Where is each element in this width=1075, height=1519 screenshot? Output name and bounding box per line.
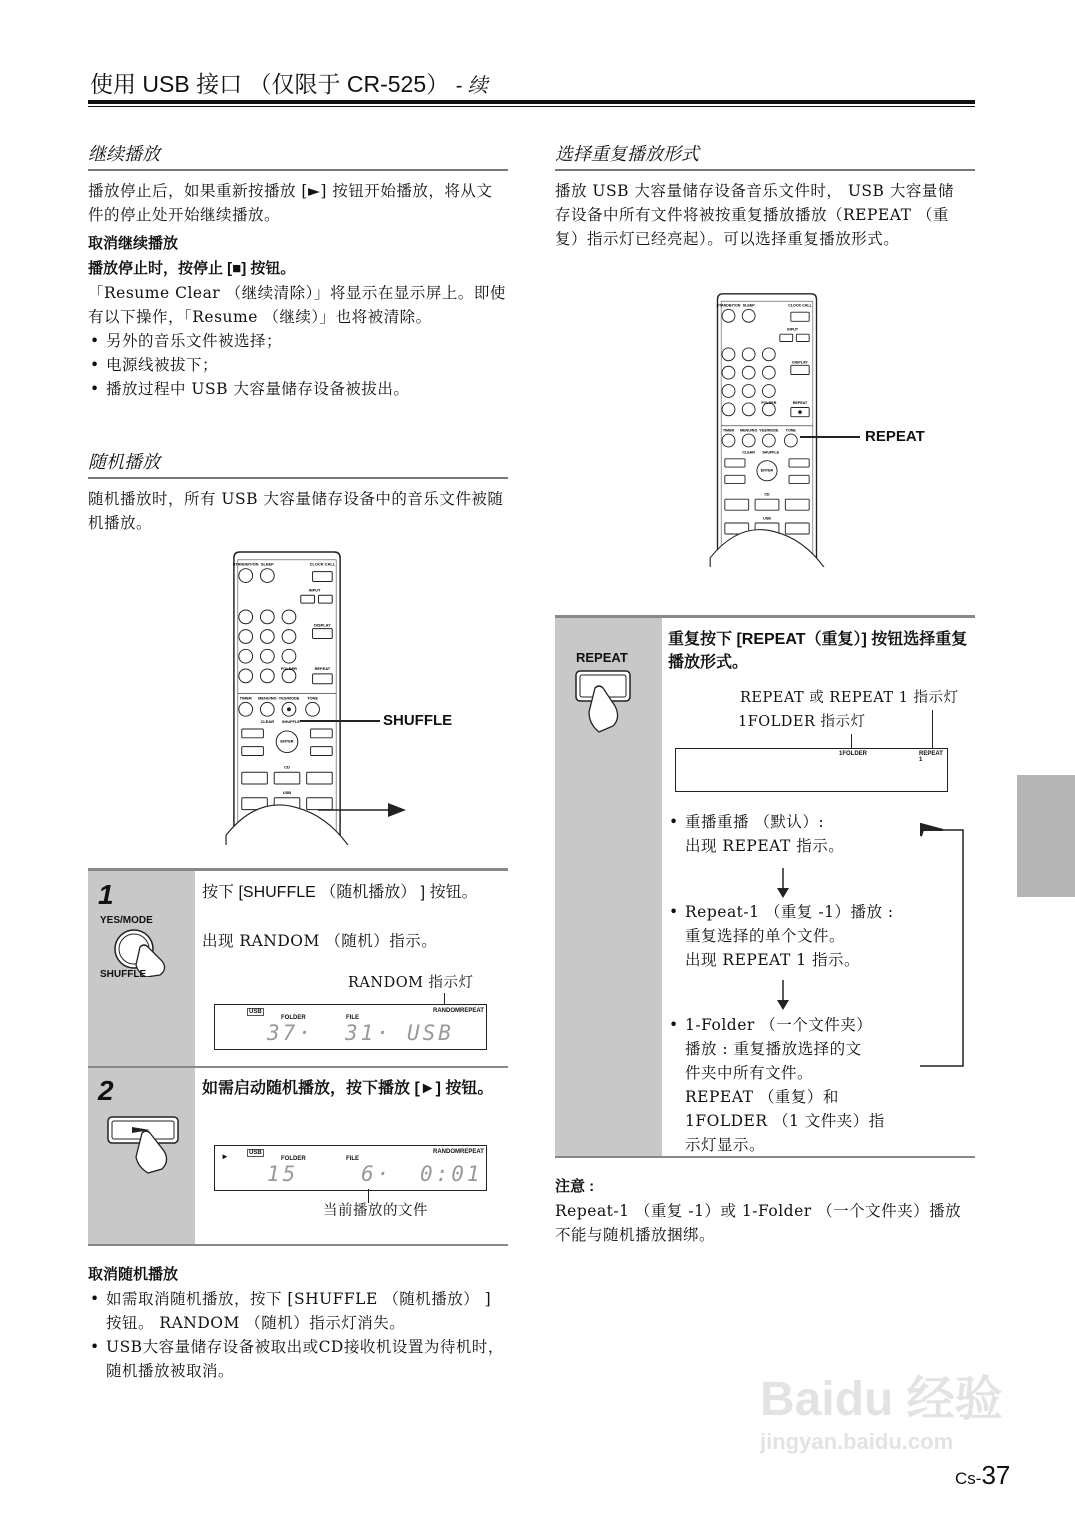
number-button [742, 348, 755, 361]
standby-button [239, 569, 253, 583]
sleep-button [742, 309, 755, 322]
lcd-random-indicator: RANDOM [433, 1149, 460, 1155]
number-button [742, 366, 755, 379]
remote-rect-button [318, 595, 332, 603]
lcd-file-number: 6· [361, 1162, 393, 1186]
step-number: 2 [98, 1075, 114, 1106]
clock-call-button [313, 572, 333, 582]
number-button [260, 649, 274, 663]
repeat-heading: 选择重复播放形式 [555, 140, 975, 171]
shuffle-callout: SHUFFLE [383, 712, 453, 729]
repeat-step-title: 重复按下 [REPEAT（重复）] 按钮选择重复播放形式。 [668, 631, 968, 671]
lcd-repeat1-indicator: REPEAT 1 [919, 751, 943, 763]
repeat-indicator-annotation: REPEAT 或 REPEAT 1 指示灯 [740, 690, 959, 706]
mode-line: 示灯显示。 [685, 1136, 766, 1154]
step-divider [88, 1066, 508, 1068]
folder-indicator-annotation: 1FOLDER 指示灯 [738, 714, 866, 730]
mode-line: 出现 REPEAT 指示。 [685, 837, 845, 855]
display-button [791, 365, 809, 374]
hand-press-play-button-icon [102, 1111, 192, 1191]
remote-label: TONE [307, 695, 318, 701]
lcd-file-label: FILE [346, 1156, 359, 1162]
number-button [742, 385, 755, 398]
shuffle-section [88, 448, 508, 535]
remote-round-button [306, 702, 320, 716]
repeat-body: 播放 USB 大容量储存设备音乐文件时， USB 大容量储存设备中所有文件将被按重复播放播放（REPEAT （重复）指示灯已经亮起）。可以选择重复播放形式。 [555, 182, 954, 248]
shuffle-heading: 随机播放 [88, 448, 508, 479]
button-label-shuffle: SHUFFLE [100, 969, 147, 980]
step-number: 1 [98, 879, 114, 910]
lcd-folder-label: FOLDER [281, 1156, 306, 1162]
mode-line: 重复选择的单个文件。 [685, 927, 846, 945]
number-button [260, 669, 274, 683]
header-rule-thin [88, 106, 975, 107]
remote-label: ENTER [280, 738, 294, 744]
remote-label: CLOCK CALL [788, 303, 812, 308]
usb-play-button [785, 523, 809, 534]
watermark-text: Baidu 经验 [760, 1373, 1003, 1426]
note-heading: 注意 : [555, 1178, 595, 1195]
remote-rect-button [311, 729, 333, 738]
remote-label: SLEEP [260, 561, 274, 567]
cancel-shuffle-bullets [88, 1287, 508, 1383]
remote-label: FOLDER [280, 665, 298, 671]
resume-section [88, 140, 508, 401]
remote-round-button [784, 434, 797, 447]
lcd-folder-number: 37· [267, 1021, 314, 1045]
mode-title: 1-Folder （一个文件夹） [685, 1016, 873, 1034]
step1-body: 出现 RANDOM （随机）指示。 [202, 932, 438, 950]
header-rule [88, 100, 975, 104]
button-label-repeat: REPEAT [576, 650, 628, 665]
remote-rect-button [311, 747, 333, 756]
current-file-annotation: 当前播放的文件 [323, 1203, 428, 1219]
chapter-tab [1017, 775, 1075, 897]
remote-rect-button [789, 475, 809, 483]
remote-label: MENU/NO [740, 428, 758, 433]
number-button [722, 403, 735, 416]
list-item: • 另外的音乐文件被选择； [88, 329, 508, 353]
watermark-url: jingyan.baidu.com [760, 1429, 954, 1454]
remote-label: FOLDER [761, 400, 777, 405]
number-button [762, 348, 775, 361]
lcd-display-step2 [214, 1145, 487, 1191]
mode-line: 出现 REPEAT 1 指示。 [685, 951, 861, 969]
lcd-folder-label: FOLDER [281, 1015, 306, 1021]
number-button [282, 669, 296, 683]
number-button [239, 610, 253, 624]
remote-rect-button [242, 729, 264, 738]
mode-title: Repeat-1 （重复 -1）播放 : [685, 903, 894, 921]
clock-call-button [791, 312, 809, 321]
list-item: • 如需取消随机播放，按下 [SHUFFLE （随机播放） ] 按钮。 RANDOM （随机）指示灯消失。 [88, 1287, 508, 1335]
lcd-random-indicator: RANDOM [433, 1008, 460, 1014]
remote-label: CD [764, 492, 770, 497]
lcd-file-label: FILE [346, 1015, 359, 1021]
remote-rect-button [789, 459, 809, 467]
highlight-dot [287, 707, 291, 711]
remote-label: SHUFFLE [281, 719, 300, 725]
resume-cancel-body: 「Resume Clear （继续清除）」将显示在显示屏上。即使有以下操作，「Resume （继续）」也将被清除。 [88, 284, 506, 326]
remote-label: TIMER [239, 695, 252, 701]
remote-label: CLEAR [260, 719, 275, 725]
number-button [239, 630, 253, 644]
remote-round-button [239, 702, 253, 716]
step2-title: 如需启动随机播放，按下播放 [►] 按钮。 [202, 1080, 494, 1097]
remote-label: DISPLAY [314, 622, 331, 628]
lcd-folder-number: 15 [267, 1162, 299, 1186]
remote-label: STANDBY/ON [716, 303, 741, 308]
remote-label: SHUFFLE [762, 450, 780, 455]
remote-label: CD [284, 764, 290, 770]
remote-round-button [260, 702, 274, 716]
cancel-shuffle-heading: 取消随机播放 [88, 1266, 179, 1283]
repeat-mode-2: • Repeat-1 （重复 -1）播放 : 重复选择的单个文件。 出现 REPEAT 1 指示。 [667, 900, 897, 972]
list-item: • 播放过程中 USB 大容量储存设备被拔出。 [88, 377, 508, 401]
resume-cancel-heading: 取消继续播放 [88, 235, 179, 252]
list-item: • USB大容量储存设备被取出或CD接收机设置为待机时，随机播放被取消。 [88, 1335, 508, 1383]
remote-label: YES/MODE [759, 428, 779, 433]
lcd-usb-indicator: USB [249, 1009, 262, 1015]
number-button [722, 366, 735, 379]
remote-label: INPUT [308, 587, 321, 593]
remote-label: INPUT [787, 327, 799, 332]
lcd-elapsed-time: 0:01 [420, 1162, 483, 1186]
lcd-repeat-indicator: REPEAT [460, 1149, 484, 1155]
note-body: Repeat-1 （重复 -1）或 1-Folder （一个文件夹）播放不能与随机播放捆绑。 [555, 1202, 962, 1244]
mode-title: 重播重播 （默认）: [685, 813, 825, 831]
number-button [762, 366, 775, 379]
remote-label: MENU/NO [258, 695, 277, 701]
remote-rect-button [725, 459, 745, 467]
number-button [260, 610, 274, 624]
display-button [313, 629, 333, 639]
remote-label: TIMER [722, 428, 735, 433]
repeat-mode-1: • 重播重播 （默认）: 出现 REPEAT 指示。 [667, 810, 897, 858]
remote-round-button [742, 434, 755, 447]
remote-rect-button [785, 499, 809, 510]
lcd-usb-indicator: USB [249, 1150, 262, 1156]
mode-line: 播放 : 重复播放选择的文 [685, 1040, 862, 1058]
remote-label: DISPLAY [792, 360, 808, 365]
standby-button [722, 309, 735, 322]
resume-bullets [88, 329, 508, 401]
shuffle-body: 随机播放时，所有 USB 大容量储存设备中的音乐文件被随机播放。 [88, 490, 504, 532]
baidu-watermark [760, 1360, 1003, 1455]
number-button [722, 348, 735, 361]
lcd-repeat-indicator: REPEAT [460, 1008, 484, 1014]
remote-label: REPEAT [314, 665, 331, 671]
sleep-button [260, 569, 274, 583]
number-button [282, 610, 296, 624]
random-annotation: RANDOM 指示灯 [348, 975, 474, 991]
number-button [282, 630, 296, 644]
play-arrow-icon [318, 800, 408, 820]
mode-line: 件夹中所有文件。 [685, 1064, 814, 1082]
remote-label: ENTER [760, 468, 774, 473]
remote-rect-button [307, 772, 333, 784]
resume-body: 播放停止后，如果重新按播放 [►] 按钮开始播放，将从文件的停止处开始继续播放。 [88, 182, 493, 224]
remote-rect-button [242, 747, 264, 756]
remote-rect-button [301, 595, 315, 603]
number-button [722, 385, 735, 398]
remote-label: SLEEP [742, 303, 755, 308]
callout-line [300, 720, 380, 722]
repeat-section [555, 140, 975, 251]
cancel-shuffle-section [88, 1262, 508, 1383]
number-button [762, 385, 775, 398]
remote-label: YES/MODE [278, 695, 300, 701]
number-button [239, 649, 253, 663]
lcd-source: USB [407, 1021, 454, 1045]
shuffle-steps-box [88, 868, 508, 1246]
page-number: Cs-37 [955, 1460, 1011, 1490]
yes-mode-shuffle-button [762, 434, 775, 447]
remote-rect-button [755, 499, 779, 510]
remote-label: USB [763, 516, 771, 521]
lcd-file-number: 31· [345, 1021, 392, 1045]
mode-line: 1FOLDER （1 文件夹）指 [685, 1112, 885, 1130]
repeat-step-box [555, 615, 975, 1158]
resume-heading: 继续播放 [88, 140, 508, 171]
repeat-callout: REPEAT [865, 428, 925, 445]
remote-label: CLEAR [742, 450, 755, 455]
remote-label: REPEAT [792, 400, 808, 405]
callout-line [800, 436, 860, 438]
remote-round-button [722, 434, 735, 447]
remote-label: TONE [785, 428, 796, 433]
remote-rect-button [725, 499, 749, 510]
highlight-dot [798, 410, 802, 414]
lcd-1folder-indicator: 1FOLDER [839, 751, 868, 757]
lcd-play-indicator: ► [221, 1152, 229, 1161]
remote-rect-button [796, 334, 809, 341]
list-item: • 电源线被拔下； [88, 353, 508, 377]
number-button [260, 630, 274, 644]
remote-rect-button [242, 772, 268, 784]
button-label-yes-mode: YES/MODE [100, 915, 153, 926]
repeat-mode-3: • 1-Folder （一个文件夹） 播放 : 重复播放选择的文 件夹中所有文件。 REPEAT （重复）和 1FOLDER （1 文件夹）指 示灯显示。 [667, 1013, 907, 1157]
resume-cancel-step: 播放停止时，按停止 [■] 按钮。 [88, 260, 296, 277]
repeat-button [313, 674, 333, 684]
remote-rect-button [274, 772, 300, 784]
remote-label: CLOCK CALL [309, 561, 336, 567]
remote-label: STANDBY/ON [232, 561, 259, 567]
lcd-display-step1 [214, 1004, 487, 1050]
mode-line: REPEAT （重复）和 [685, 1088, 839, 1106]
page-title: 使用 USB 接口 （仅限于 CR-525） - 续 [90, 71, 488, 97]
remote-illustration-repeat [702, 292, 832, 567]
step1-title: 按下 [SHUFFLE （随机播放） ] 按钮。 [202, 884, 478, 901]
remote-rect-button [725, 475, 745, 483]
number-button [282, 649, 296, 663]
number-button [742, 403, 755, 416]
remote-label: USB [282, 789, 292, 795]
cycle-arrows [555, 618, 975, 1158]
remote-rect-button [780, 334, 793, 341]
number-button [239, 669, 253, 683]
